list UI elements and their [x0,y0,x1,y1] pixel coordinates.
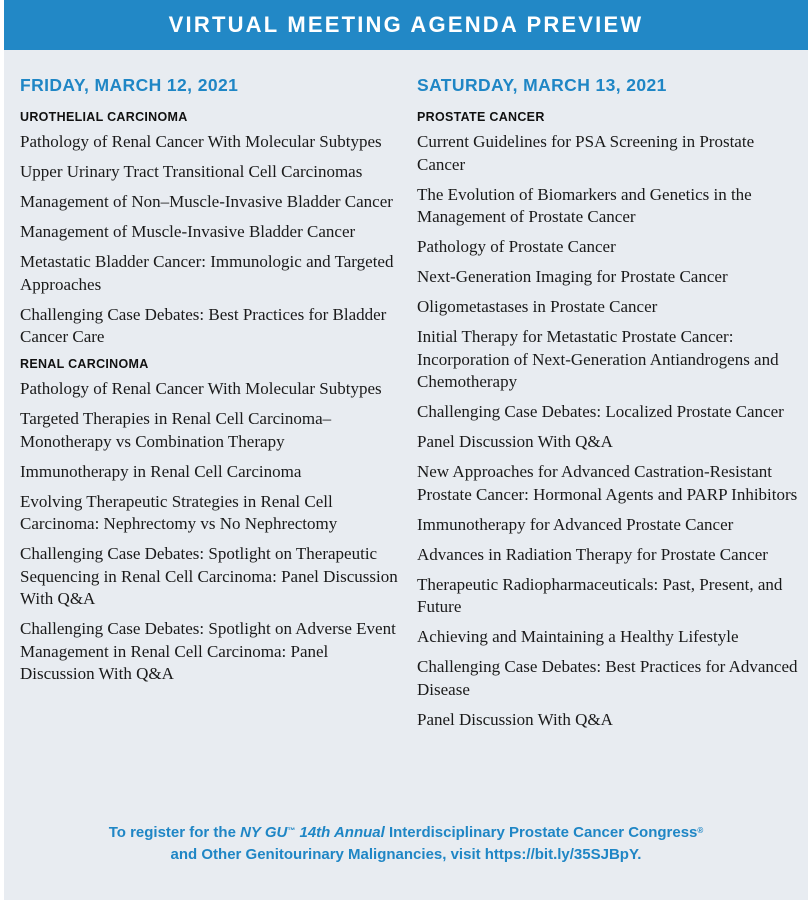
saturday-date: SATURDAY, MARCH 13, 2021 [417,75,667,95]
agenda-item: Current Guidelines for PSA Screening in Prostate Cancer [417,132,755,174]
agenda-item: Metastatic Bladder Cancer: Immunologic and Targeted Approaches [20,252,394,294]
friday-date: FRIDAY, MARCH 12, 2021 [20,75,239,95]
header-title: VIRTUAL MEETING AGENDA PREVIEW [168,12,644,37]
agenda-item: Management of Non–Muscle-Invasive Bladder Cancer [20,192,393,211]
registration-line-2[interactable]: and Other Genitourinary Malignancies, visit https://bit.ly/35SJBpY. [170,846,642,863]
agenda-item: Immunotherapy in Renal Cell Carcinoma [20,461,302,481]
agenda-card [4,0,808,900]
header-banner [4,0,808,50]
section-title-urothelial: UROTHELIAL CARCINOMA [20,110,188,124]
agenda-item: Evolving Therapeutic Strategies in Renal Cell Carcinoma: Nephrectomy vs No Nephrectomy [20,491,338,533]
registered-mark: ® [697,826,704,835]
agenda-item: Challenging Case Debates: Localized Prostate Cancer [417,402,784,421]
section-title-prostate: PROSTATE CANCER [417,110,545,124]
agenda-item: Challenging Case Debates: Best Practices for Advanced Disease [417,657,798,699]
footer-edition: 14th Annual [295,824,385,841]
friday-column [20,74,400,693]
agenda-item: Advances in Radiation Therapy for Prostate Cancer [417,544,768,564]
agenda-item: New Approaches for Advanced Castration-Resistant Prostate Cancer: Hormonal Agents and PARP Inhibitors [417,462,798,504]
agenda-item: Immunotherapy for Advanced Prostate Cancer [417,514,734,534]
agenda-item: Targeted Therapies in Renal Cell Carcinoma–Monotherapy vs Combination Therapy [20,409,332,451]
agenda-item: Panel Discussion With Q&A [417,432,613,451]
section-title-renal: RENAL CARCINOMA [20,357,149,371]
footer-lead: To register for the [108,824,241,841]
trademark-mark: ™ [287,826,296,835]
agenda-item: Achieving and Maintaining a Healthy Lifestyle [417,627,739,646]
registration-line-1 [4,822,808,844]
agenda-item: Pathology of Renal Cancer With Molecular Subtypes [20,379,382,398]
agenda-item: Therapeutic Radiopharmaceuticals: Past, Present, and Future [417,574,783,616]
agenda-item: Initial Therapy for Metastatic Prostate Cancer: Incorporation of Next-Generation Antiandrogens and Chemotherapy [417,327,779,391]
registration-note [4,822,808,866]
agenda-item: Challenging Case Debates: Spotlight on Therapeutic Sequencing in Renal Cell Carcinoma: Panel Discussion With Q&A [20,544,398,608]
footer-event-name: NY GU [240,824,288,841]
agenda-item: Panel Discussion With Q&A [417,709,613,729]
agenda-item: Challenging Case Debates: Spotlight on Adverse Event Management in Renal Cell Carcinoma: Panel Discussion With Q&A [20,619,396,683]
agenda-item: Next-Generation Imaging for Prostate Cancer [417,267,728,286]
agenda-item: Management of Muscle-Invasive Bladder Cancer [20,222,356,241]
agenda-item: Challenging Case Debates: Best Practices for Bladder Cancer Care [20,304,387,346]
footer-congress: Interdisciplinary Prostate Cancer Congress [384,824,698,841]
saturday-column [417,74,802,739]
agenda-item: Pathology of Prostate Cancer [417,237,616,256]
agenda-item: The Evolution of Biomarkers and Genetics in the Management of Prostate Cancer [417,184,752,226]
agenda-item: Oligometastases in Prostate Cancer [417,297,658,316]
agenda-item: Pathology of Renal Cancer With Molecular Subtypes [20,132,382,151]
agenda-item: Upper Urinary Tract Transitional Cell Carcinomas [20,162,363,181]
